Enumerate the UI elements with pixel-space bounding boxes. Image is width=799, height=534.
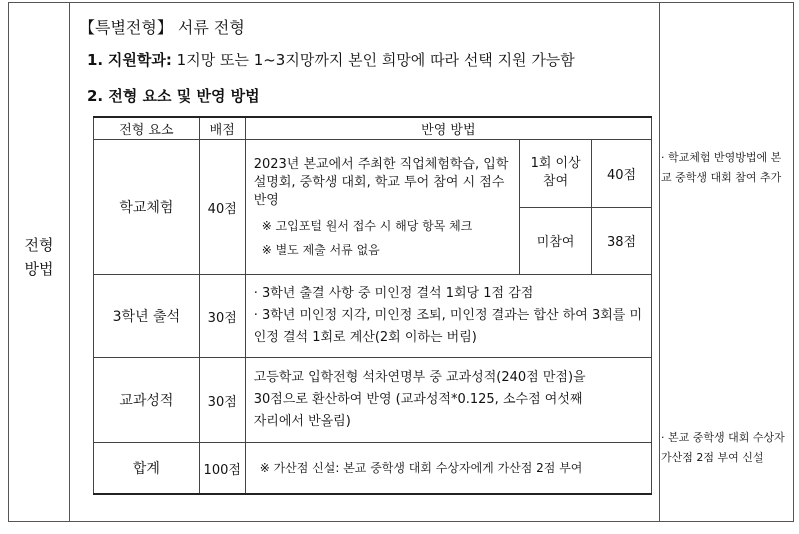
school-note-2: ※ 별도 제출 서류 없음 bbox=[261, 243, 380, 257]
attendance-line-1: · 3학년 출결 사항 중 미인정 결석 1회당 1점 감점 bbox=[253, 286, 534, 301]
header-element: 전형 요소 bbox=[94, 117, 200, 140]
school-note-1: ※ 고입포털 원서 접수 시 해당 항목 체크 bbox=[261, 219, 473, 233]
document-frame bbox=[8, 2, 794, 522]
header-method: 반영 방법 bbox=[245, 117, 651, 140]
table-header-row bbox=[94, 117, 652, 140]
column-divider-right bbox=[659, 3, 660, 521]
grades-desc-cell bbox=[245, 358, 651, 443]
grades-desc: 고등학교 입학전형 석차연명부 중 교과성적(240점 만점)을 30점으로 환산하여 반영 (교과성적*0.125, 소수점 여섯째 자리에서 반올림) bbox=[253, 370, 586, 429]
side-note-2: · 본교 중학생 대회 수상자 가산점 2점 부여 신설 bbox=[661, 431, 785, 464]
total-note-cell bbox=[245, 443, 651, 495]
column-divider-left bbox=[69, 3, 70, 521]
table-row bbox=[94, 443, 652, 495]
row-label-line-2: 방법 bbox=[24, 260, 54, 278]
attendance-name: 3학년 출석 bbox=[94, 275, 200, 358]
total-note: ※ 가산점 신설: 본교 중학생 대회 수상자에게 가산점 2점 부여 bbox=[259, 461, 583, 475]
school-opt1-label: 1회 이상 참여 bbox=[520, 140, 592, 208]
side-note-1: · 학교체험 반영방법에 본교 중학생 대회 참여 추가 bbox=[661, 151, 782, 184]
school-opt2-points: 38점 bbox=[592, 207, 652, 275]
criteria-table bbox=[93, 116, 652, 495]
grades-points: 30점 bbox=[199, 358, 245, 443]
row-label bbox=[9, 233, 69, 281]
item-2: 2. 전형 요소 및 반영 방법 bbox=[87, 87, 260, 105]
table-row bbox=[94, 358, 652, 443]
total-points: 100점 bbox=[199, 443, 245, 495]
section-title: 【특별전형】 서류 전형 bbox=[79, 18, 245, 37]
school-opt2-label: 미참여 bbox=[520, 207, 592, 275]
item-1 bbox=[87, 49, 575, 70]
school-opt1-points: 40점 bbox=[592, 140, 652, 208]
item-1-text: 1지망 또는 1~3지망까지 본인 희망에 따라 선택 지원 가능함 bbox=[171, 51, 575, 69]
item-1-label: 지원학과: bbox=[107, 51, 172, 69]
table-row bbox=[94, 275, 652, 358]
attendance-points: 30점 bbox=[199, 275, 245, 358]
attendance-desc-cell bbox=[245, 275, 651, 358]
attendance-line-2: · 3학년 미인정 지각, 미인정 조퇴, 미인정 결과는 합산 하여 3회를 미인정 결석 1회로 계산(2회 이하는 버림) bbox=[253, 308, 643, 345]
school-name: 학교체험 bbox=[94, 140, 200, 275]
table-row bbox=[94, 140, 652, 208]
row-label-line-1: 전형 bbox=[24, 236, 54, 254]
grades-name: 교과성적 bbox=[94, 358, 200, 443]
item-1-number: 1. bbox=[87, 51, 104, 69]
header-points: 배점 bbox=[199, 117, 245, 140]
school-points: 40점 bbox=[199, 140, 245, 275]
school-desc-cell bbox=[245, 140, 519, 275]
total-name: 합계 bbox=[94, 443, 200, 495]
school-desc: 2023년 본교에서 주최한 직업체험학습, 입학 설명회, 중학생 대회, 학교 투어 참여 시 점수 반영 bbox=[253, 157, 509, 208]
